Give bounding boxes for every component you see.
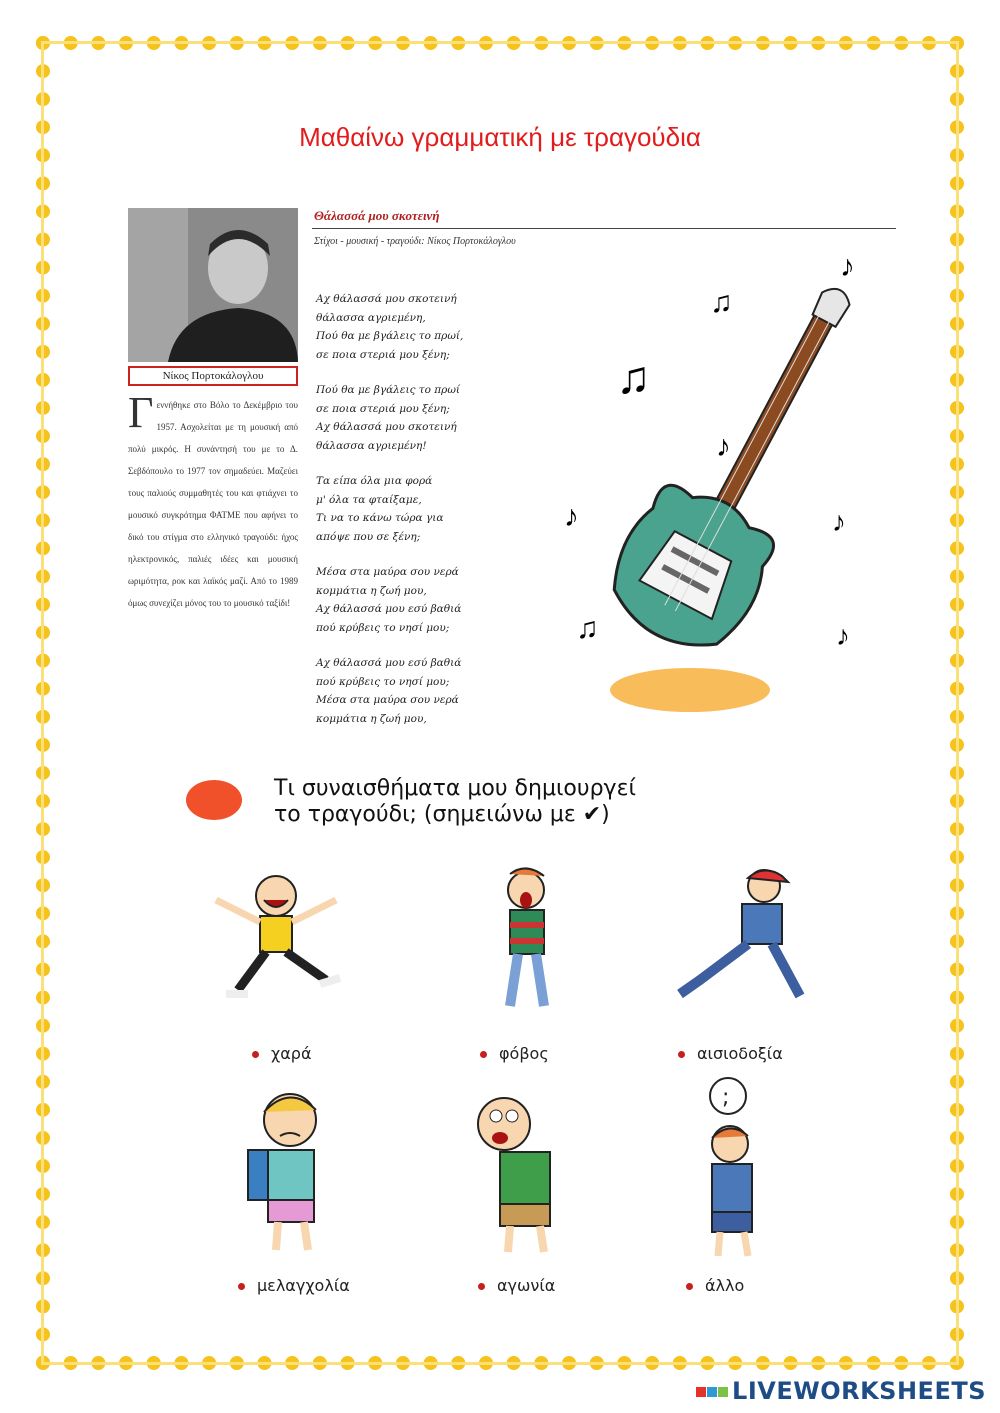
emotion-option-fear[interactable]	[440, 860, 620, 1063]
lyric-line: Αχ θάλασσά μου εσύ βαθιά	[316, 657, 462, 669]
lyric-line: μ' όλα τα φταίξαμε,	[316, 493, 422, 506]
lyric-line: σε ποια στεριά μου ξένη;	[316, 402, 450, 415]
lyric-line: Αχ θάλασσά μου σκοτεινή	[316, 421, 457, 433]
other-cartoon	[664, 1072, 844, 1262]
logo-square-icon	[707, 1387, 717, 1397]
emotion-text: αισιοδοξία	[697, 1044, 783, 1063]
artist-biography	[128, 388, 298, 614]
music-note-icon: ♫	[616, 351, 651, 403]
question-bullet	[186, 780, 242, 820]
drop-cap-letter: Γ	[128, 388, 154, 437]
question-line-2: το τραγούδι; (σημειώνω με ✔)	[274, 802, 610, 827]
lyric-line: Μέσα στα μαύρα σου νερά	[316, 566, 459, 578]
logo-square-icon	[718, 1387, 728, 1397]
song-lyrics	[316, 290, 516, 745]
question-text	[274, 776, 794, 828]
song-title: Θάλασσά μου σκοτεινή	[314, 208, 440, 223]
music-note-icon: ♪	[836, 620, 850, 651]
emotion-text: χαρά	[271, 1044, 312, 1063]
lyric-line: Αχ θάλασσά μου εσύ βαθιά	[316, 603, 462, 615]
emotion-text: φόβος	[499, 1044, 549, 1063]
emotion-label	[480, 1044, 549, 1063]
melancholy-cartoon	[218, 1080, 398, 1260]
lyric-line: πού κρύβεις το νησί μου;	[316, 621, 450, 634]
lyrics-stanza	[316, 654, 516, 728]
optimism-cartoon	[660, 860, 840, 1020]
bullet-dot-icon	[678, 1051, 685, 1058]
lyrics-stanza	[316, 472, 516, 546]
lyric-line: σε ποια στεριά μου ξένη;	[316, 348, 450, 361]
emotion-label	[678, 1044, 783, 1063]
anxiety-cartoon	[444, 1080, 624, 1260]
bullet-dot-icon	[686, 1283, 693, 1290]
emotion-option-other[interactable]	[664, 1072, 844, 1295]
artist-caption: Νίκος Πορτοκάλογλου	[128, 366, 298, 386]
page-title: Μαθαίνω γραμματική με τραγούδια	[299, 122, 701, 152]
music-note-icon: ♪	[832, 506, 846, 537]
music-note-icon: ♪	[840, 250, 855, 283]
lyric-line: Πού θα με βγάλεις το πρωί	[316, 384, 461, 396]
lyric-line: Μέσα στα μαύρα σου νερά	[316, 694, 459, 706]
emotion-option-anxiety[interactable]	[444, 1080, 624, 1295]
lyric-line: πού κρύβεις το νησί μου;	[316, 675, 450, 688]
music-note-icon: ♫	[710, 286, 733, 319]
lyric-line: κομμάτια η ζωή μου,	[316, 712, 427, 725]
lyric-line: κομμάτια η ζωή μου,	[316, 584, 427, 597]
emotion-option-melancholy[interactable]	[218, 1080, 398, 1295]
lyric-line: Τα είπα όλα μια φορά	[316, 475, 433, 487]
liveworksheets-logo[interactable]	[696, 1377, 986, 1405]
artist-photo	[128, 208, 298, 362]
lyric-line: Πού θα με βγάλεις το πρωί,	[316, 330, 464, 342]
lyrics-stanza	[316, 290, 516, 364]
svg-text:;: ;	[722, 1085, 730, 1110]
emotion-label	[686, 1276, 744, 1295]
bullet-dot-icon	[478, 1283, 485, 1290]
lyric-line: απόψε που σε ξένη;	[316, 530, 421, 543]
music-note-icon: ♪	[564, 500, 579, 533]
lyric-line: θάλασσα αγριεμένη!	[316, 439, 427, 452]
song-credits: Στίχοι - μουσική - τραγούδι: Νίκος Πορτοκάλογλου	[314, 236, 516, 247]
question-line-1: Τι συναισθήματα μου δημιουργεί	[274, 776, 636, 801]
emotion-label	[238, 1276, 350, 1295]
music-note-icon: ♫	[576, 612, 599, 645]
lyric-line: Τι να το κάνω τώρα για	[316, 512, 444, 524]
emotion-label	[252, 1044, 312, 1063]
emotion-option-joy[interactable]	[186, 860, 366, 1063]
emotion-option-optimism[interactable]	[660, 860, 840, 1063]
emotion-label	[478, 1276, 555, 1295]
lyric-line: Αχ θάλασσά μου σκοτεινή	[316, 293, 457, 305]
emotion-text: άλλο	[705, 1276, 745, 1295]
emotion-text: αγωνία	[497, 1276, 556, 1295]
lyrics-stanza	[316, 381, 516, 455]
music-note-icon: ♪	[716, 430, 731, 463]
lyric-line: θάλασσα αγριεμένη,	[316, 311, 426, 324]
bullet-dot-icon	[238, 1283, 245, 1290]
song-title-divider	[312, 228, 896, 229]
joy-cartoon	[186, 860, 366, 1020]
bullet-dot-icon	[480, 1051, 487, 1058]
emotion-text: μελαγχολία	[257, 1276, 350, 1295]
logo-text: LIVEWORKSHEETS	[732, 1377, 986, 1405]
bullet-dot-icon	[252, 1051, 259, 1058]
logo-square-icon	[696, 1387, 706, 1397]
guitar-illustration	[540, 250, 900, 730]
lyrics-stanza	[316, 563, 516, 637]
fear-cartoon	[440, 860, 620, 1020]
biography-text: εννήθηκε στο Βόλο το Δεκέμβριο του 1957. Ασχολείται με τη μουσική από πολύ μικρός. Η συνάντησή του με το Δ. Σεβδόπουλο το 1977 τον σημαδεύει. Μαζεύει τους παλιούς συμμαθητές του και φτιάχνει το μουσικό συγκρότημα ΦΑΤΜΕ που αφήνει το δικό του στίγμα στο ελληνικό τραγούδι: ήχος ηλεκτρονικός, παλιές ιδέες και μουσική ωριμότητα, ροκ και λαϊκός μαζί. Από το 1989 όμως συνεχίζει μόνος του το μουσικό ταξίδι!	[128, 400, 298, 608]
